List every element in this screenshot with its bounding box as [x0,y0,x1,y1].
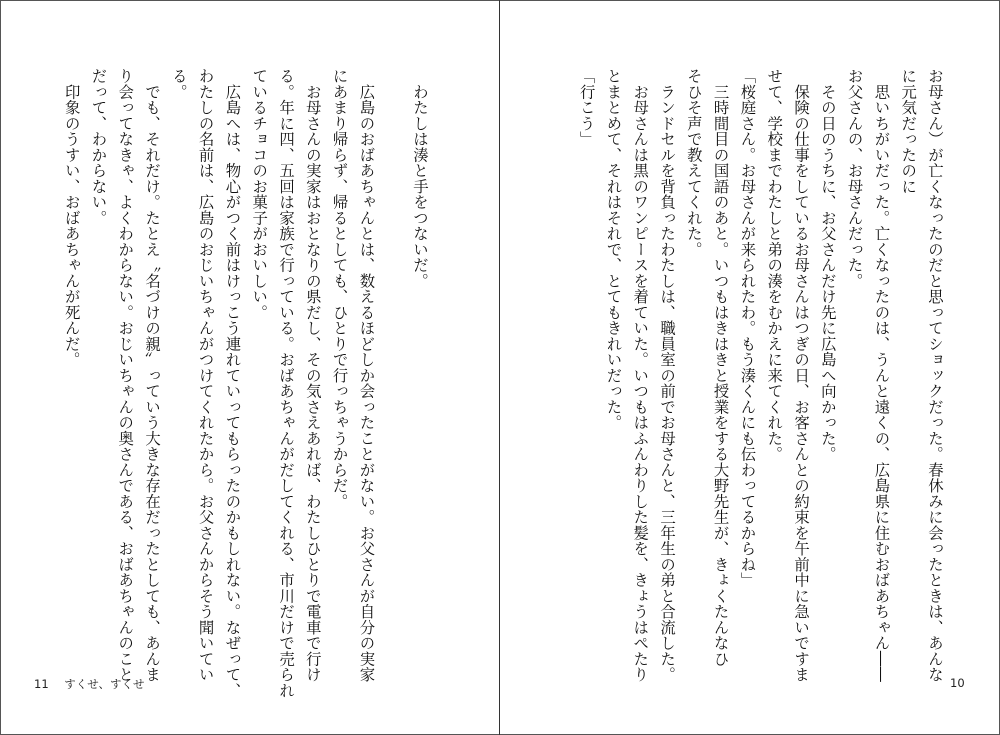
body-line: に元気だったのに [899,68,918,194]
body-line: 印象のうすい、おばあちゃんが死んだ。 [62,68,81,368]
body-line: 思いちがいだった。亡くなったのは、うんと遠くの、広島県に住むおばあちゃん―― [872,68,891,683]
body-line: にあまり帰らず、帰るとしても、ひとりで行っちゃうからだ。 [330,68,349,509]
body-line: 「行こう」 [577,68,596,147]
left-footer [34,676,144,692]
body-line: でも、それだけ。たとえ〝名づけの親〟っていう大きな存在だったとしても、あんま [143,68,162,683]
left-page [0,0,499,735]
body-line: る。年に四、五回は家族で行っている。おばあちゃんがだしてくれる、市川だけで売られ [277,68,296,698]
body-line [379,68,406,648]
right-footer [950,676,965,690]
body-line: だって、わからない。 [89,68,108,226]
page-number: 11 [34,677,49,691]
right-page-body [573,68,948,683]
body-line: お母さんの実家はおとなりの県だし、その気さえあれば、わたしひとりで電車で行け [303,68,322,683]
body-line: ランドセルを背負ったわたしは、職員室の前でお母さんと、三年生の弟と合流した。 [658,68,677,683]
body-line: その日のうちに、お父さんだけ先に広島へ向かった。 [818,68,837,462]
page-number: 10 [950,676,965,690]
body-line: お母さん）が亡くなったのだと思ってショックだった。春休みに会ったときは、あんな [926,68,944,683]
gutter-line [499,0,500,735]
body-line: 三時間目の国語のあと。いつもはきはきと授業をする大野先生が、きょくたんなひ [711,68,730,667]
body-line: お父さんの、お母さんだった。 [845,68,864,289]
body-line: 広島へは、物心がつく前はけっこう連れていってもらったのかもしれない。なぜって、 [223,68,242,698]
body-line: わたしの名前は、広島のおじいちゃんがつけてくれたから。お父さんからそう聞いてい [196,68,215,683]
body-line: せて、学校までわたしと弟の湊をむかえに来てくれた。 [765,68,784,462]
body-line: とまとめて、それはそれで、とてもきれいだった。 [604,68,623,431]
body-line: そひそ声で教えてくれた。 [684,68,703,257]
body-line: 「桜庭さん。お母さんが来られたわ。もう湊くんにも伝わってるからね」 [738,68,757,588]
right-page [501,0,1000,735]
body-line: お母さんは黒のワンピースを着ていた。いつもはふんわりした髪を、きょうはぺたり [631,68,650,683]
body-line: ているチョコのお菓子がおいしい。 [250,68,269,320]
body-line: 保険の仕事をしているお母さんはつぎの日、お客さんとの約束を午前中に急いですま [792,68,811,683]
body-line: わたしは湊と手をつないだ。 [411,68,429,289]
running-head: すくせ、すくせ [64,677,145,691]
body-line: 広島のおばあちゃんとは、数えるほどしか会ったことがない。お父さんが自分の実家 [357,68,376,683]
body-line: り会ってなきゃ、よくわからない。おじいちゃんの奥さんである、おばあちゃんのこと [116,68,135,683]
body-line: る。 [169,68,188,100]
